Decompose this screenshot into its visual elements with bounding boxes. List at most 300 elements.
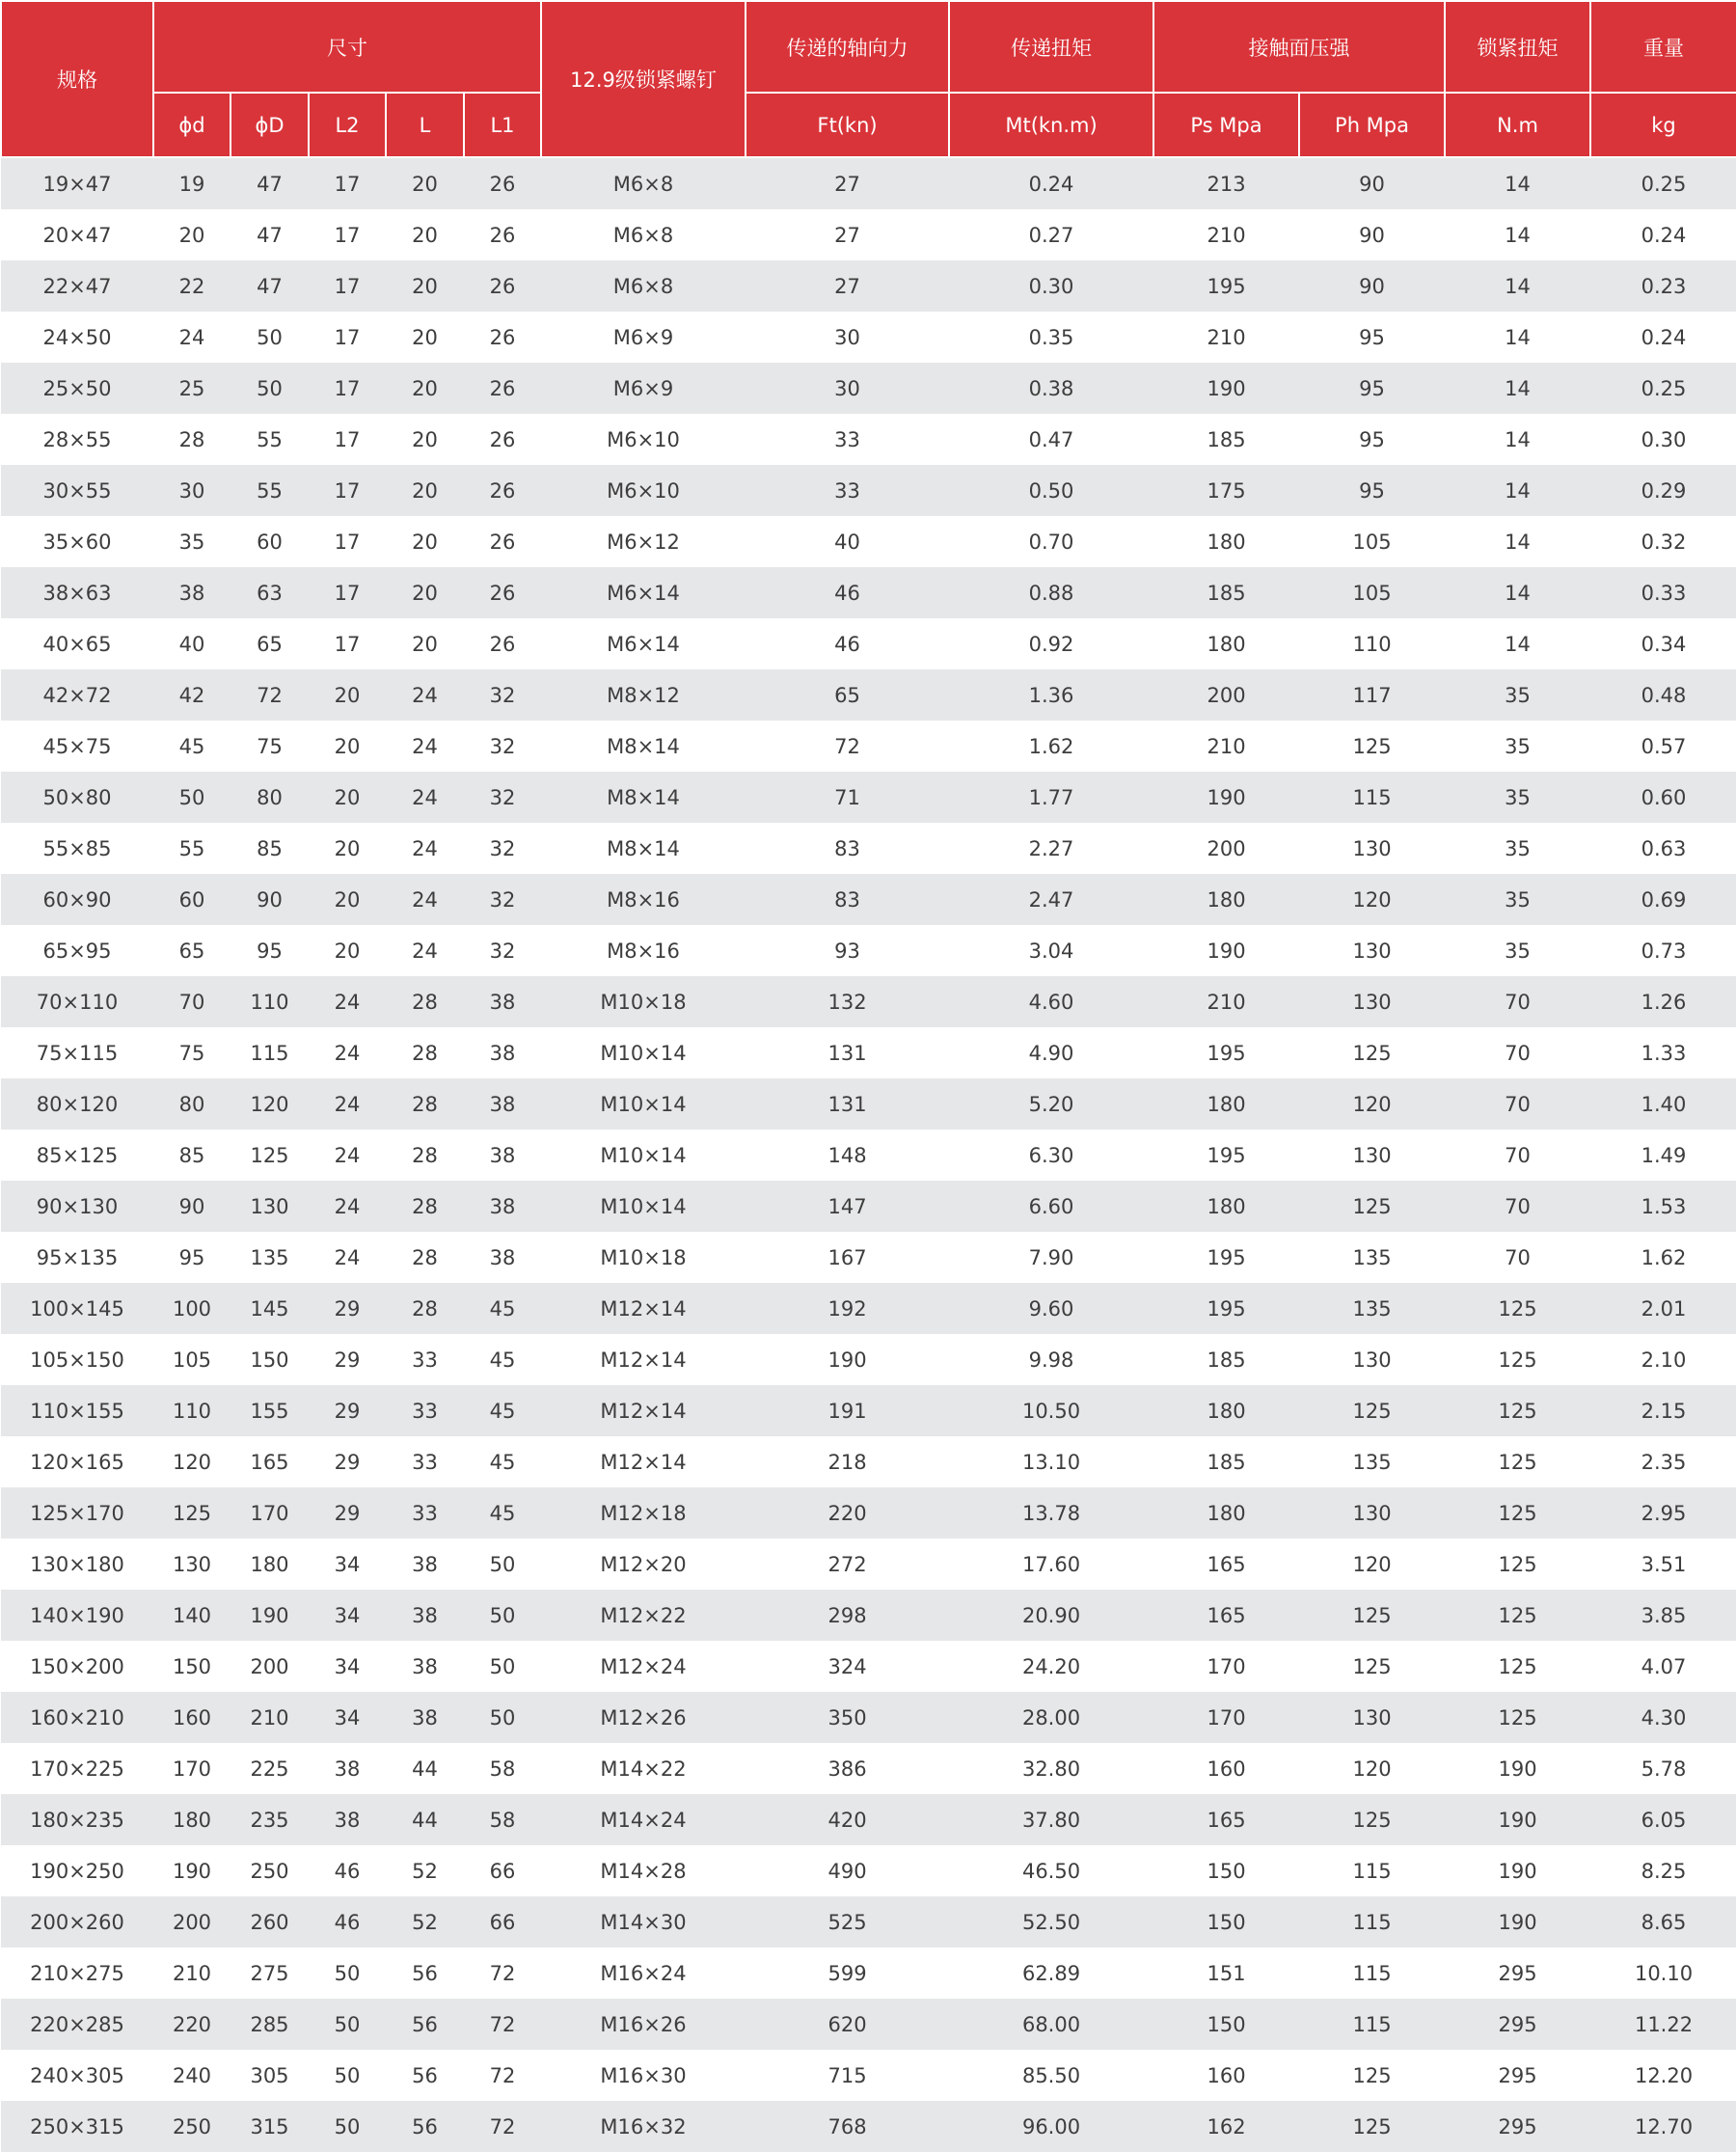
table-row bbox=[1, 1743, 1736, 1794]
cell-ps: 180 bbox=[1153, 618, 1299, 669]
cell-L1: 58 bbox=[464, 1743, 541, 1794]
cell-L: 56 bbox=[386, 1999, 464, 2050]
table-row bbox=[1, 1845, 1736, 1896]
cell-d: 180 bbox=[153, 1794, 231, 1845]
cell-L2: 29 bbox=[309, 1283, 386, 1334]
cell-ps: 180 bbox=[1153, 1181, 1299, 1232]
cell-nm: 14 bbox=[1445, 516, 1590, 567]
table-row bbox=[1, 363, 1736, 414]
cell-D: 275 bbox=[231, 1948, 309, 1999]
cell-nm: 14 bbox=[1445, 567, 1590, 618]
cell-ph: 115 bbox=[1299, 772, 1445, 823]
cell-kg: 12.70 bbox=[1590, 2101, 1736, 2152]
cell-ph: 95 bbox=[1299, 414, 1445, 465]
cell-L: 24 bbox=[386, 669, 464, 721]
table-row bbox=[1, 260, 1736, 312]
cell-ph: 120 bbox=[1299, 874, 1445, 925]
cell-ps: 213 bbox=[1153, 157, 1299, 209]
cell-spec: 250×315 bbox=[1, 2101, 153, 2152]
cell-ph: 125 bbox=[1299, 1641, 1445, 1692]
cell-mt: 4.60 bbox=[949, 976, 1153, 1027]
cell-mt: 0.92 bbox=[949, 618, 1153, 669]
cell-ft: 65 bbox=[746, 669, 949, 721]
cell-nm: 14 bbox=[1445, 157, 1590, 209]
cell-L1: 32 bbox=[464, 874, 541, 925]
cell-ph: 125 bbox=[1299, 1385, 1445, 1436]
cell-d: 210 bbox=[153, 1948, 231, 1999]
cell-ft: 715 bbox=[746, 2050, 949, 2101]
cell-ps: 195 bbox=[1153, 1232, 1299, 1283]
cell-mt: 13.78 bbox=[949, 1487, 1153, 1539]
cell-L2: 29 bbox=[309, 1436, 386, 1487]
cell-kg: 0.32 bbox=[1590, 516, 1736, 567]
cell-L: 28 bbox=[386, 1078, 464, 1130]
header-L2: L2 bbox=[309, 93, 386, 157]
cell-kg: 4.30 bbox=[1590, 1692, 1736, 1743]
cell-d: 240 bbox=[153, 2050, 231, 2101]
cell-ps: 175 bbox=[1153, 465, 1299, 516]
cell-L: 20 bbox=[386, 414, 464, 465]
cell-kg: 1.40 bbox=[1590, 1078, 1736, 1130]
cell-ft: 768 bbox=[746, 2101, 949, 2152]
cell-ft: 71 bbox=[746, 772, 949, 823]
cell-L2: 34 bbox=[309, 1641, 386, 1692]
cell-ft: 218 bbox=[746, 1436, 949, 1487]
cell-ps: 190 bbox=[1153, 772, 1299, 823]
table-row bbox=[1, 1539, 1736, 1590]
cell-D: 60 bbox=[231, 516, 309, 567]
cell-ft: 33 bbox=[746, 465, 949, 516]
header-row-primary bbox=[1, 1, 1736, 93]
cell-kg: 2.35 bbox=[1590, 1436, 1736, 1487]
cell-mt: 62.89 bbox=[949, 1948, 1153, 1999]
cell-L: 20 bbox=[386, 260, 464, 312]
cell-ft: 27 bbox=[746, 157, 949, 209]
table-row bbox=[1, 1487, 1736, 1539]
cell-L1: 26 bbox=[464, 465, 541, 516]
cell-kg: 0.29 bbox=[1590, 465, 1736, 516]
header-ft: Ft(kn) bbox=[746, 93, 949, 157]
cell-D: 315 bbox=[231, 2101, 309, 2152]
cell-L: 28 bbox=[386, 1027, 464, 1078]
cell-bolt: M10×14 bbox=[541, 1181, 746, 1232]
cell-L: 20 bbox=[386, 209, 464, 260]
cell-nm: 125 bbox=[1445, 1283, 1590, 1334]
cell-L2: 34 bbox=[309, 1539, 386, 1590]
cell-spec: 180×235 bbox=[1, 1794, 153, 1845]
table-row bbox=[1, 567, 1736, 618]
cell-d: 28 bbox=[153, 414, 231, 465]
cell-nm: 35 bbox=[1445, 925, 1590, 976]
cell-nm: 70 bbox=[1445, 1027, 1590, 1078]
cell-kg: 0.73 bbox=[1590, 925, 1736, 976]
cell-L2: 24 bbox=[309, 1181, 386, 1232]
cell-D: 95 bbox=[231, 925, 309, 976]
cell-D: 63 bbox=[231, 567, 309, 618]
cell-ps: 195 bbox=[1153, 1283, 1299, 1334]
cell-bolt: M6×9 bbox=[541, 312, 746, 363]
cell-mt: 10.50 bbox=[949, 1385, 1153, 1436]
cell-L1: 50 bbox=[464, 1692, 541, 1743]
cell-L2: 38 bbox=[309, 1743, 386, 1794]
cell-L1: 66 bbox=[464, 1845, 541, 1896]
cell-L2: 17 bbox=[309, 567, 386, 618]
cell-L2: 17 bbox=[309, 157, 386, 209]
cell-kg: 0.60 bbox=[1590, 772, 1736, 823]
cell-D: 120 bbox=[231, 1078, 309, 1130]
cell-spec: 200×260 bbox=[1, 1896, 153, 1948]
cell-mt: 20.90 bbox=[949, 1590, 1153, 1641]
cell-L1: 32 bbox=[464, 823, 541, 874]
cell-spec: 24×50 bbox=[1, 312, 153, 363]
cell-L1: 38 bbox=[464, 1232, 541, 1283]
cell-L: 24 bbox=[386, 721, 464, 772]
table-row bbox=[1, 669, 1736, 721]
cell-spec: 42×72 bbox=[1, 669, 153, 721]
cell-L: 20 bbox=[386, 312, 464, 363]
table-row bbox=[1, 1794, 1736, 1845]
cell-nm: 14 bbox=[1445, 414, 1590, 465]
cell-D: 130 bbox=[231, 1181, 309, 1232]
cell-ph: 115 bbox=[1299, 1896, 1445, 1948]
cell-ft: 30 bbox=[746, 312, 949, 363]
cell-L2: 34 bbox=[309, 1590, 386, 1641]
cell-ps: 195 bbox=[1153, 260, 1299, 312]
cell-kg: 2.95 bbox=[1590, 1487, 1736, 1539]
cell-L1: 26 bbox=[464, 363, 541, 414]
cell-kg: 3.51 bbox=[1590, 1539, 1736, 1590]
cell-ph: 125 bbox=[1299, 2101, 1445, 2152]
cell-L2: 24 bbox=[309, 976, 386, 1027]
cell-L: 38 bbox=[386, 1692, 464, 1743]
cell-ps: 151 bbox=[1153, 1948, 1299, 1999]
cell-d: 25 bbox=[153, 363, 231, 414]
table-body bbox=[1, 157, 1736, 2152]
cell-L: 24 bbox=[386, 823, 464, 874]
cell-L: 20 bbox=[386, 363, 464, 414]
cell-ph: 90 bbox=[1299, 209, 1445, 260]
table-row bbox=[1, 874, 1736, 925]
cell-bolt: M8×14 bbox=[541, 772, 746, 823]
cell-spec: 35×60 bbox=[1, 516, 153, 567]
cell-nm: 70 bbox=[1445, 1181, 1590, 1232]
cell-ft: 147 bbox=[746, 1181, 949, 1232]
cell-L2: 50 bbox=[309, 1999, 386, 2050]
cell-nm: 295 bbox=[1445, 1948, 1590, 1999]
cell-ph: 95 bbox=[1299, 363, 1445, 414]
table-row bbox=[1, 925, 1736, 976]
table-row bbox=[1, 2050, 1736, 2101]
cell-L: 52 bbox=[386, 1896, 464, 1948]
table-row bbox=[1, 1078, 1736, 1130]
cell-ft: 83 bbox=[746, 823, 949, 874]
cell-ft: 83 bbox=[746, 874, 949, 925]
cell-nm: 125 bbox=[1445, 1590, 1590, 1641]
cell-bolt: M12×14 bbox=[541, 1385, 746, 1436]
cell-bolt: M16×32 bbox=[541, 2101, 746, 2152]
cell-mt: 1.36 bbox=[949, 669, 1153, 721]
cell-L: 24 bbox=[386, 925, 464, 976]
cell-mt: 0.70 bbox=[949, 516, 1153, 567]
table-row bbox=[1, 1232, 1736, 1283]
cell-ft: 190 bbox=[746, 1334, 949, 1385]
cell-spec: 25×50 bbox=[1, 363, 153, 414]
cell-ps: 190 bbox=[1153, 363, 1299, 414]
cell-nm: 70 bbox=[1445, 1130, 1590, 1181]
cell-ft: 192 bbox=[746, 1283, 949, 1334]
cell-ps: 195 bbox=[1153, 1130, 1299, 1181]
cell-L1: 26 bbox=[464, 312, 541, 363]
cell-bolt: M6×10 bbox=[541, 465, 746, 516]
cell-ft: 620 bbox=[746, 1999, 949, 2050]
cell-bolt: M12×22 bbox=[541, 1590, 746, 1641]
cell-spec: 40×65 bbox=[1, 618, 153, 669]
cell-spec: 220×285 bbox=[1, 1999, 153, 2050]
cell-nm: 190 bbox=[1445, 1896, 1590, 1948]
cell-L: 56 bbox=[386, 2050, 464, 2101]
table-row bbox=[1, 465, 1736, 516]
cell-L: 28 bbox=[386, 1181, 464, 1232]
cell-kg: 8.25 bbox=[1590, 1845, 1736, 1896]
cell-ps: 210 bbox=[1153, 721, 1299, 772]
cell-ps: 210 bbox=[1153, 312, 1299, 363]
cell-d: 70 bbox=[153, 976, 231, 1027]
cell-bolt: M16×26 bbox=[541, 1999, 746, 2050]
cell-spec: 30×55 bbox=[1, 465, 153, 516]
cell-D: 125 bbox=[231, 1130, 309, 1181]
cell-ps: 180 bbox=[1153, 1487, 1299, 1539]
cell-nm: 35 bbox=[1445, 874, 1590, 925]
cell-spec: 45×75 bbox=[1, 721, 153, 772]
cell-mt: 1.62 bbox=[949, 721, 1153, 772]
cell-kg: 6.05 bbox=[1590, 1794, 1736, 1845]
cell-L2: 17 bbox=[309, 312, 386, 363]
cell-spec: 160×210 bbox=[1, 1692, 153, 1743]
cell-ph: 95 bbox=[1299, 312, 1445, 363]
cell-L2: 24 bbox=[309, 1130, 386, 1181]
cell-ph: 125 bbox=[1299, 1590, 1445, 1641]
cell-mt: 0.47 bbox=[949, 414, 1153, 465]
cell-bolt: M10×18 bbox=[541, 976, 746, 1027]
cell-kg: 0.23 bbox=[1590, 260, 1736, 312]
cell-L2: 29 bbox=[309, 1487, 386, 1539]
cell-d: 65 bbox=[153, 925, 231, 976]
cell-kg: 8.65 bbox=[1590, 1896, 1736, 1948]
cell-mt: 32.80 bbox=[949, 1743, 1153, 1794]
cell-ps: 200 bbox=[1153, 823, 1299, 874]
cell-D: 235 bbox=[231, 1794, 309, 1845]
cell-spec: 240×305 bbox=[1, 2050, 153, 2101]
cell-D: 200 bbox=[231, 1641, 309, 1692]
table-row bbox=[1, 976, 1736, 1027]
cell-spec: 38×63 bbox=[1, 567, 153, 618]
cell-spec: 105×150 bbox=[1, 1334, 153, 1385]
cell-nm: 70 bbox=[1445, 1078, 1590, 1130]
header-spec: 规格 bbox=[1, 1, 153, 157]
cell-L1: 38 bbox=[464, 1130, 541, 1181]
cell-bolt: M12×14 bbox=[541, 1334, 746, 1385]
cell-kg: 0.25 bbox=[1590, 157, 1736, 209]
cell-L: 56 bbox=[386, 1948, 464, 1999]
cell-kg: 12.20 bbox=[1590, 2050, 1736, 2101]
cell-ph: 125 bbox=[1299, 721, 1445, 772]
cell-L2: 24 bbox=[309, 1027, 386, 1078]
cell-nm: 125 bbox=[1445, 1692, 1590, 1743]
cell-ps: 150 bbox=[1153, 1845, 1299, 1896]
cell-D: 65 bbox=[231, 618, 309, 669]
cell-ft: 131 bbox=[746, 1078, 949, 1130]
cell-ft: 131 bbox=[746, 1027, 949, 1078]
cell-d: 30 bbox=[153, 465, 231, 516]
cell-spec: 28×55 bbox=[1, 414, 153, 465]
cell-ps: 180 bbox=[1153, 874, 1299, 925]
cell-L2: 20 bbox=[309, 721, 386, 772]
cell-mt: 46.50 bbox=[949, 1845, 1153, 1896]
cell-L1: 26 bbox=[464, 516, 541, 567]
cell-kg: 5.78 bbox=[1590, 1743, 1736, 1794]
cell-ft: 46 bbox=[746, 567, 949, 618]
table-row bbox=[1, 157, 1736, 209]
cell-D: 210 bbox=[231, 1692, 309, 1743]
cell-D: 75 bbox=[231, 721, 309, 772]
cell-nm: 295 bbox=[1445, 2050, 1590, 2101]
cell-ft: 420 bbox=[746, 1794, 949, 1845]
cell-ps: 185 bbox=[1153, 567, 1299, 618]
cell-D: 47 bbox=[231, 157, 309, 209]
cell-kg: 3.85 bbox=[1590, 1590, 1736, 1641]
cell-L2: 20 bbox=[309, 823, 386, 874]
cell-L1: 50 bbox=[464, 1641, 541, 1692]
cell-mt: 17.60 bbox=[949, 1539, 1153, 1590]
cell-nm: 35 bbox=[1445, 823, 1590, 874]
cell-ft: 599 bbox=[746, 1948, 949, 1999]
cell-L: 38 bbox=[386, 1590, 464, 1641]
cell-ph: 130 bbox=[1299, 1692, 1445, 1743]
cell-kg: 1.26 bbox=[1590, 976, 1736, 1027]
cell-mt: 1.77 bbox=[949, 772, 1153, 823]
cell-L2: 24 bbox=[309, 1078, 386, 1130]
table-row bbox=[1, 1181, 1736, 1232]
cell-bolt: M8×14 bbox=[541, 721, 746, 772]
cell-mt: 0.35 bbox=[949, 312, 1153, 363]
cell-L2: 24 bbox=[309, 1232, 386, 1283]
cell-nm: 70 bbox=[1445, 1232, 1590, 1283]
cell-d: 120 bbox=[153, 1436, 231, 1487]
cell-ft: 167 bbox=[746, 1232, 949, 1283]
cell-bolt: M10×18 bbox=[541, 1232, 746, 1283]
cell-ph: 120 bbox=[1299, 1078, 1445, 1130]
cell-ft: 33 bbox=[746, 414, 949, 465]
cell-ph: 105 bbox=[1299, 567, 1445, 618]
cell-ph: 125 bbox=[1299, 1794, 1445, 1845]
cell-L1: 72 bbox=[464, 1948, 541, 1999]
cell-spec: 140×190 bbox=[1, 1590, 153, 1641]
cell-L: 20 bbox=[386, 516, 464, 567]
cell-L1: 58 bbox=[464, 1794, 541, 1845]
cell-ps: 150 bbox=[1153, 1896, 1299, 1948]
table-row bbox=[1, 823, 1736, 874]
cell-L: 56 bbox=[386, 2101, 464, 2152]
cell-D: 190 bbox=[231, 1590, 309, 1641]
cell-D: 72 bbox=[231, 669, 309, 721]
cell-spec: 130×180 bbox=[1, 1539, 153, 1590]
cell-ps: 170 bbox=[1153, 1641, 1299, 1692]
cell-D: 170 bbox=[231, 1487, 309, 1539]
cell-nm: 14 bbox=[1445, 260, 1590, 312]
cell-bolt: M8×14 bbox=[541, 823, 746, 874]
cell-nm: 125 bbox=[1445, 1641, 1590, 1692]
table-row bbox=[1, 1641, 1736, 1692]
cell-d: 150 bbox=[153, 1641, 231, 1692]
cell-L1: 45 bbox=[464, 1334, 541, 1385]
cell-L1: 45 bbox=[464, 1283, 541, 1334]
cell-d: 40 bbox=[153, 618, 231, 669]
cell-L2: 17 bbox=[309, 516, 386, 567]
cell-L2: 29 bbox=[309, 1385, 386, 1436]
cell-D: 180 bbox=[231, 1539, 309, 1590]
cell-L2: 20 bbox=[309, 874, 386, 925]
cell-bolt: M6×12 bbox=[541, 516, 746, 567]
cell-L1: 26 bbox=[464, 260, 541, 312]
cell-ph: 115 bbox=[1299, 1948, 1445, 1999]
cell-kg: 0.57 bbox=[1590, 721, 1736, 772]
cell-spec: 190×250 bbox=[1, 1845, 153, 1896]
table-row bbox=[1, 1385, 1736, 1436]
cell-nm: 35 bbox=[1445, 669, 1590, 721]
cell-L: 44 bbox=[386, 1743, 464, 1794]
cell-bolt: M14×30 bbox=[541, 1896, 746, 1948]
header-size: 尺寸 bbox=[153, 1, 541, 93]
cell-bolt: M14×28 bbox=[541, 1845, 746, 1896]
cell-L2: 17 bbox=[309, 618, 386, 669]
cell-nm: 190 bbox=[1445, 1845, 1590, 1896]
cell-nm: 14 bbox=[1445, 363, 1590, 414]
header-L: L bbox=[386, 93, 464, 157]
header-nm: N.m bbox=[1445, 93, 1590, 157]
cell-L2: 46 bbox=[309, 1896, 386, 1948]
cell-d: 190 bbox=[153, 1845, 231, 1896]
cell-L2: 50 bbox=[309, 2101, 386, 2152]
cell-d: 80 bbox=[153, 1078, 231, 1130]
cell-nm: 190 bbox=[1445, 1743, 1590, 1794]
cell-L1: 32 bbox=[464, 925, 541, 976]
cell-ft: 27 bbox=[746, 209, 949, 260]
cell-L1: 45 bbox=[464, 1436, 541, 1487]
cell-ph: 115 bbox=[1299, 1999, 1445, 2050]
cell-bolt: M8×12 bbox=[541, 669, 746, 721]
cell-kg: 1.62 bbox=[1590, 1232, 1736, 1283]
cell-nm: 70 bbox=[1445, 976, 1590, 1027]
cell-L: 38 bbox=[386, 1641, 464, 1692]
cell-L: 20 bbox=[386, 157, 464, 209]
header-d: ϕd bbox=[153, 93, 231, 157]
header-mt: Mt(kn.m) bbox=[949, 93, 1153, 157]
cell-bolt: M12×20 bbox=[541, 1539, 746, 1590]
cell-mt: 28.00 bbox=[949, 1692, 1153, 1743]
cell-ft: 272 bbox=[746, 1539, 949, 1590]
header-bolt: 12.9级锁紧螺钉 bbox=[541, 1, 746, 157]
cell-spec: 125×170 bbox=[1, 1487, 153, 1539]
cell-ph: 130 bbox=[1299, 976, 1445, 1027]
cell-mt: 2.27 bbox=[949, 823, 1153, 874]
header-row-secondary bbox=[1, 93, 1736, 157]
cell-d: 45 bbox=[153, 721, 231, 772]
cell-ps: 165 bbox=[1153, 1794, 1299, 1845]
header-axial-force: 传递的轴向力 bbox=[746, 1, 949, 93]
cell-L2: 20 bbox=[309, 772, 386, 823]
cell-ph: 95 bbox=[1299, 465, 1445, 516]
cell-d: 35 bbox=[153, 516, 231, 567]
